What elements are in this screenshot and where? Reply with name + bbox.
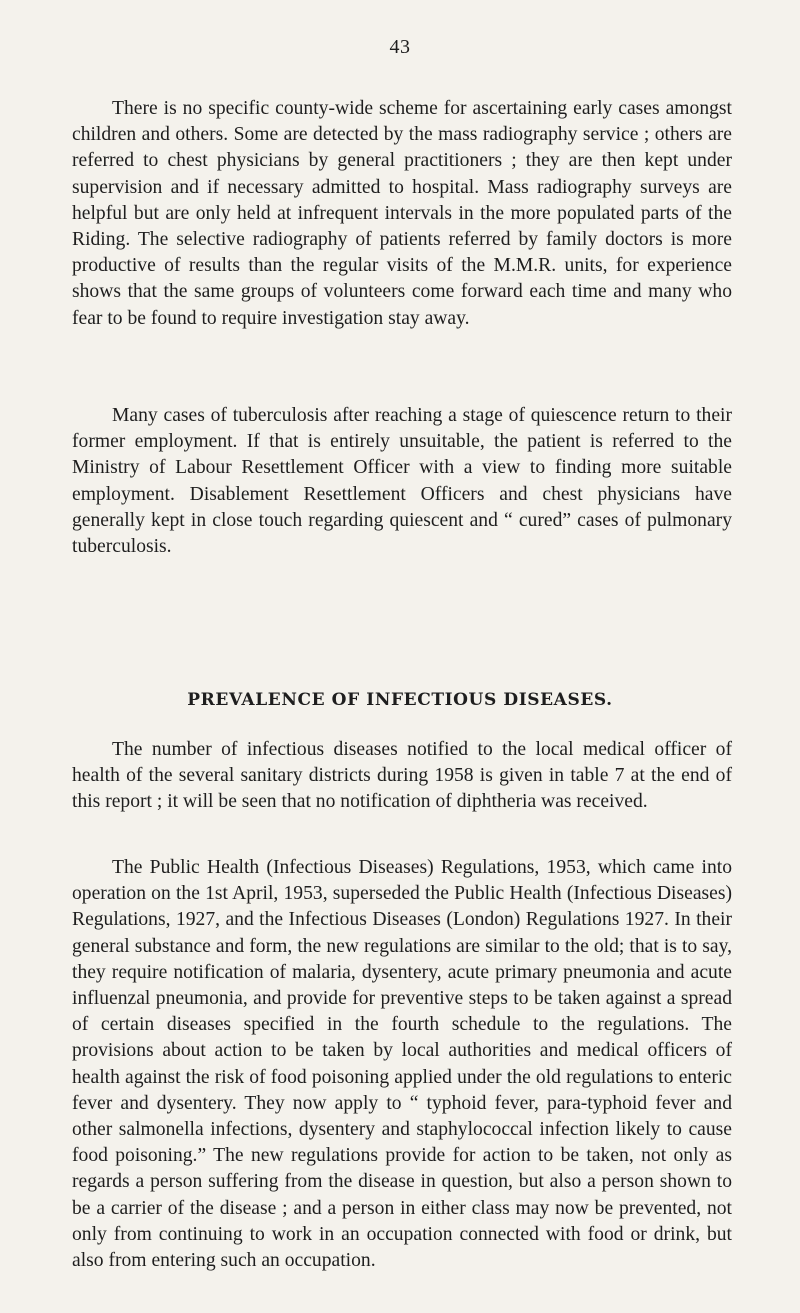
- paragraph-notifications: The number of infectious diseases notified to the local medical officer of health of the several sanitary districts during 1958 is given in table 7 at the end of this report ; it will be seen that no notification of diphtheria was received.: [72, 739, 732, 813]
- page-number: 43: [389, 36, 411, 58]
- section-heading: PREVALENCE OF INFECTIOUS DISEASES.: [187, 690, 613, 710]
- paragraph-resettlement: Many cases of tuberculosis after reaching a stage of quiescence return to their former employment. If that is entirely unsuitable, the patient is referred to the Ministry of Labour Resettlement Officer with a view to finding more suitable employment. Disablement Resettlement Officers and chest physicians have generally kept in close touch regarding quiescent and “ cured” cases of pulmonary tuberculosis.: [72, 405, 732, 558]
- paragraph-regulations: The Public Health (Infectious Diseases) Regulations, 1953, which came into operation on the 1st April, 1953, superseded the Public Health (Infectious Diseases) Regulations, 1927, and the Infectious Diseases (London) Regulations 1927. In their general substance and form, the new regulations are similar to the old; that is to say, they require notification of malaria, dysentery, acute primary pneumonia and acute influenzal pneumonia, and provide for preventive steps to be taken against a spread of certain diseases specified in the fourth schedule to the regulations. The provisions about action to be taken by local authorities and medical officers of health against the risk of food poisoning applied under the old regulations to enteric fever and dysentery. They now apply to “ typhoid fever, para-typhoid fever and other salmonella infections, dysentery and staphylococcal infection likely to cause food poisoning.” The new regulations provide for action to be taken, not only as regards a person suffering from the disease in question, but also a person shown to be a carrier of the disease ; and a person in either class may now be prevented, not only from continuing to work in an occupation connected with food or drink, but also from entering such an occupation.: [72, 857, 732, 1272]
- paragraph-case-detection: There is no specific county-wide scheme for ascertaining early cases amongst children and others. Some are detected by the mass radiography service ; others are referred to chest physicians by general practitioners ; they are then kept under supervision and if necessary admitted to hospital. Mass radiography surveys are helpful but are only held at infrequent intervals in the more populated parts of the Riding. The selective radiography of patients referred by family doctors is more productive of results than the regular visits of the M.M.R. units, for experience shows that the same groups of volunteers come forward each time and many who fear to be found to require investigation stay away.: [72, 98, 732, 329]
